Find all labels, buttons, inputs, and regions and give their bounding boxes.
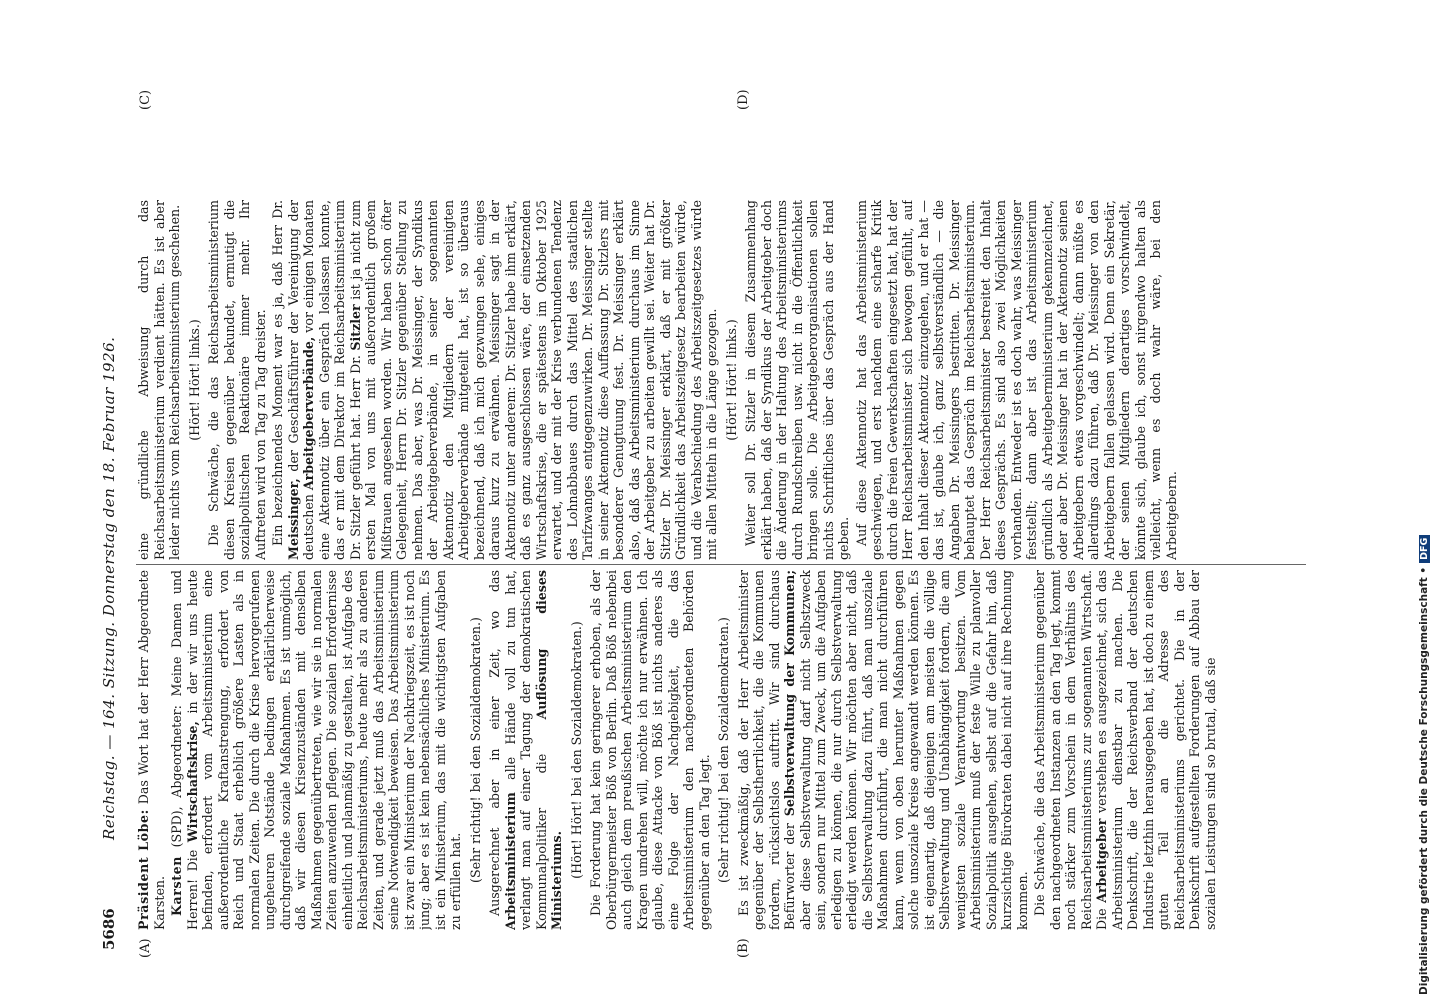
text-run: verstehen es ausgezeichnet, sich das Arbeitsministerium dienstbar zu machen. Die Denkschrift, die der Reichsverband der deutschen Industrie letzthin herausgegeben hat, ist doch zu einem guten Teil an die Adresse des Reichsarbeitsministeriums gerichtet. Die in der Denkschrift aufgestellten Forderungen auf Abbau der sozialen Leistungen sind so brutal, daß sie (1094, 570, 1218, 930)
paragraph (487, 570, 565, 930)
text-column-left (136, 570, 1316, 930)
margin-mark-a: (A) (138, 938, 153, 958)
paragraph: Auf diese Aktennotiz hat das Arbeitsministerium geschwiegen, und erst nachdem eine scharfe Kritik durch die freien Gewerkschaften eingesetzt hat, hat der Herr Reichsarbeitsminister sich bewogen gefühlt, auf den Inhalt dieser Aktennotiz einzugehen, und er hat — das ist, glaube ich, ganz selbstverständlich — die Angaben Dr. Meissingers bestritten. Dr. Meissinger behauptet das Gespräch im Reichsarbeitsministerium. Der Herr Reichsarbeitsminister bestreitet den Inhalt dieses Gesprächs. Es sind also zwei Möglichkeiten vorhanden. Entweder ist es doch wahr, was Meissinger feststellt; dann aber ist das Arbeitsministerium gründlich als Arbeitgeberministerium gekennzeichnet, oder aber Dr. Meissinger hat in der Aktennotiz seinen Arbeitgebern etwas vorgeschwindelt; dann müßte es allerdings dazu führen, daß Dr. Meissinger von den Arbeitgebern fallen gelassen wird. Denn ein Sekretär, der seinen Mitgliedern derartiges vorschwindelt, könnte sich, glaube ich, sonst nirgendwo halten als vielleicht, wenn es doch wahr wäre, bei den Arbeitgebern. (853, 200, 1179, 560)
paragraph: Die Forderung hat kein geringerer erhoben, als der Oberbürgermeister Böß von Berlin. Daß Böß nebenbei auch gleich dem preußischen Arbeitsministerium den Kragen umdrehen will, möchte ich nur erwähnen. Ich glaube, diese Attacke von Böß ist nichts anderes als eine Folge der Nachgiebigkeit, die das Arbeitsministerium den nachgeordneten Behörden gegenüber an den Tag legt. (588, 570, 712, 930)
paragraph: Weiter soll Dr. Sitzler in diesem Zusammenhang erklärt haben, daß der Syndikus der Arbeitgeber doch die Änderung in der Haltung des Arbeitsministeriums durch Rundschreiben usw. nicht in die Öffentlichkeit bringen solle. Die Arbeitgeberorganisationen sollen nichts Schriftliches über das Gespräch aus der Hand geben. (743, 200, 851, 560)
text-run: alle Hände voll zu tun hat, verlangt man auf einer Tagung der demokratischen Kommunalpolitiker die (502, 570, 549, 930)
interjection: (Hört! Hört! bei den Sozialdemokraten.) (568, 621, 584, 879)
text-run: ist ja nicht zum ersten Mal von uns mit außerordentlich großem Mißtrauen angesehen worden. Wir haben schon öfter Gelegenheit, Herrn Dr. Sitzler gegenüber Stellung zu nehmen. Das aber, was Dr. Meissinger, der Syndikus der Arbeitgeberverbände, in seiner sogenannten Aktennotiz den Mitgliedern der vereinigten Arbeitgeberverbände mitgeteilt hat, ist so überaus bezeichnend, daß ich mich gezwungen sehe, einiges daraus kurz zu erwähnen. Meissinger sagt in der Aktennotiz unter anderem: Dr. Sitzler habe ihm erklärt, daß es ganz ausgeschlossen wäre, der einsetzenden Wirtschaftskrise, die er spätestens im Oktober 1925 erwartet, und der mit der Krise verbundenen Tendenz des Lohnabbaues durch das Mittel des staatlichen Tarifzwanges entgegenzuwirken. Dr. Meissinger stellte in seiner Aktennotiz diese Auffassung Dr. Sitzlers mit besonderer Genugtuung fest. Dr. Meissinger erklärt also, daß das Arbeitsministerium durchaus im Sinne der Arbeitgeber zu arbeiten gewillt sei. Weiter hat Dr. Sitzler Dr. Meissinger erklärt, daß er mit größter Gründlichkeit das Arbeitszeitgesetz bearbeiten würde, und die Verabschiedung des Arbeitszeitgesetzes würde mit allen Mitteln in die Länge gezogen. (347, 200, 719, 560)
emphasis: Selbstverwaltung der Kommunen; (782, 570, 797, 817)
interjection: (Hört! Hört! links.) (723, 319, 739, 441)
rotated-document-page (96, 80, 1326, 960)
column-divider (136, 564, 1306, 565)
text-run: in der wir uns heute befinden, erfordert vom Arbeitsministerium eine außerordentliche Kraftanstrengung, erfordert von Reich und Staat erheblich größere Lasten als in normalen Zeiten. Die durch die Krise hervorgerufenen ungeheuren Notstände bedingen erklärlicherweise durchgreifende soziale Maßnahmen. Es ist unmöglich, daß wir diesen Krisenzuständen mit denselben Maßnahmen gegenübertreten, wie wir sie in normalen Zeiten anzuwenden pflegen. Die sozialen Erfordernisse einheitlich und planmäßig zu gestalten, ist Aufgabe des Reichsarbeitsministeriums, heute mehr als zu anderen Zeiten, und gerade jetzt muß das Arbeitsministerium seine Notwendigkeit beweisen. Das Arbeitsministerium ist zwar ein Ministerium der Nachkriegszeit, es ist noch jung; aber es ist kein nebensächliches Ministerium. Es ist ein Ministerium, das mit die wichtigsten Aufgaben zu erfüllen hat. (184, 570, 463, 930)
text-run: vor einigen Monaten eine Aktennotiz über ein Gespräch loslassen konnte, das er mit dem Direktor im Reichsarbeitsministerium Dr. Sitzler geführt hat. Herr Dr. (301, 200, 363, 560)
text-run: (SPD), Abgeordneter: Meine Damen und Herren! Die (169, 570, 200, 930)
text-column-right (136, 200, 1316, 560)
emphasis: Auflösung dieses Ministeriums. (533, 570, 564, 930)
digitization-credit (1416, 0, 1434, 1000)
credit-text: Digitalisierung gefördert durch die Deutsche Forschungsgemeinschaft • (1418, 566, 1430, 995)
page-number: 5686 (100, 908, 118, 950)
margin-mark-c: (C) (138, 89, 153, 110)
paragraph (1032, 570, 1218, 930)
margin-mark-b: (B) (736, 938, 751, 958)
emphasis: Arbeitgeberverbände, (301, 336, 316, 491)
emphasis: Wirtschaftskrise, (184, 721, 200, 843)
paragraph (270, 200, 720, 560)
emphasis: Sitzler (347, 304, 363, 351)
digitization-credit-text (1418, 535, 1430, 995)
paragraph (136, 570, 167, 930)
paragraph: Die Schwäche, die das Reichsarbeitsministerium diesen Kreisen gegenüber bekundet, ermutigt die sozialpolitischen Reaktionäre immer mehr. Ihr Auftreten wird von Tag zu Tag dreister. (206, 200, 268, 560)
text-run: Das Wort hat der Herr Abgeordnete Karsten. (136, 570, 167, 930)
text-run: der Geschäftsführer der Vereinigung der deutschen (285, 200, 316, 560)
text-run: Die Schwäche, die das Arbeitsministerium gegenüber den nachgeordneten Instanzen an den Tag legt, kommt noch stärker zum Vorschein in dem Verhältnis des Reichsarbeitsministeriums zur sogenannten Wirtschaft. Die (1032, 570, 1109, 930)
paragraph (736, 570, 1031, 930)
text-run: Ausgerechnet aber in einer Zeit, wo das (487, 570, 502, 916)
interjection: (Sehr richtig! bei den Sozialdemokraten.) (716, 617, 731, 883)
running-title: Reichstag. — 164. Sitzung. Donnerstag den 18. Februar 1926. (100, 336, 118, 840)
text-run: Es ist zweckmäßig, daß der Herr Arbeitsminister gegenüber der Selbstherrlichkeit, die die Kommunen fordern, rücksichtslos auftritt. Wir sind durchaus Befürworter der (735, 570, 797, 930)
interjection: (Sehr richtig! bei den Sozialdemokraten.) (467, 617, 483, 883)
emphasis: Arbeitsministerium (502, 792, 518, 930)
paragraph: eine gründliche Abweisung durch das Reichsarbeitsministerium verdient hätten. Es ist aber leider nichts vom Reichsarbeitsministerium geschehen. (136, 200, 182, 560)
speaker-name: Karsten (169, 855, 184, 916)
margin-mark-d: (D) (736, 89, 751, 110)
dfg-logo: DFG (1419, 535, 1430, 563)
interjection: (Hört! Hört! links.) (186, 319, 202, 441)
text-run: aber diese Selbstverwaltung darf nicht Selbstzweck sein, sondern nur Mittel zum Zweck, um die Aufgaben erledigen zu können, die nur durch Selbstverwaltung erledigt werden können. Wir möchten aber nicht, daß die Selbstverwaltung dazu führt, daß man unsoziale Maßnahmen durchführt, die man nicht durchführen kann, wenn von oben herunter Maßnahmen gegen solche unsoziale Kreise angewandt werden können. Es ist eigenartig, daß diejenigen am meisten die völlige Selbstverwaltung und Unabhängigkeit fordern, die am wenigsten soziale Verantwortung besitzen. Vom Arbeitsministerium muß der feste Wille zu planvoller Sozialpolitik ausgehen, selbst auf die Gefahr hin, daß kurzsichtige Bürokraten dabei nicht auf ihre Rechnung kommen. (797, 570, 1030, 930)
emphasis: Meissinger, (285, 478, 301, 560)
emphasis: Arbeitgeber (1094, 818, 1109, 903)
speaker-name: Präsident Löbe: (136, 809, 151, 930)
paragraph (169, 570, 464, 930)
text-run: Ein bezeichnendes Moment war es ja, daß Herr Dr. (270, 200, 285, 546)
page-header (96, 80, 124, 960)
